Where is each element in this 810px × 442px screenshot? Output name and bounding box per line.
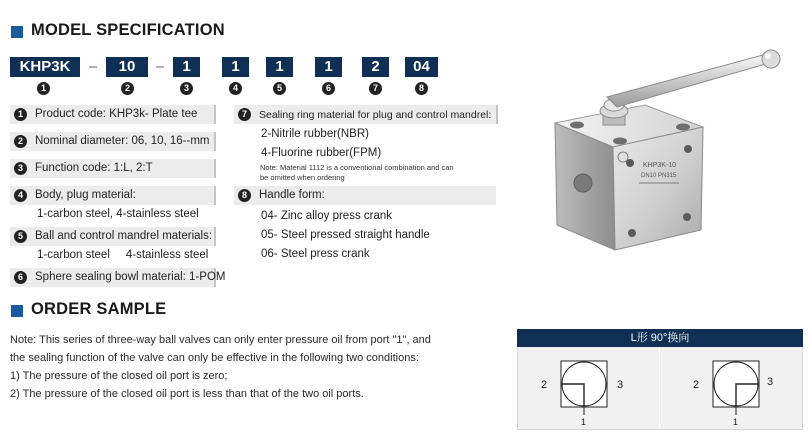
spec-number-3: 3 (14, 162, 27, 175)
code-separator (89, 66, 97, 68)
spec-label-body-material: Body, plug material: (35, 189, 136, 201)
valve-model-text: KHP3K-10 (643, 162, 677, 169)
code-number-4: 4 (229, 82, 242, 95)
left-port-1-label: 1 (581, 417, 587, 427)
seal-option-fpm: 4-Fluorine rubber(FPM) (261, 147, 382, 159)
order-note-line-4: 2) The pressure of the closed oil port is less than that of the two oil ports. (10, 388, 364, 400)
code-box-3: 1 (173, 57, 200, 77)
right-port-3-label: 3 (767, 376, 774, 388)
code-number-7: 7 (369, 82, 382, 95)
flow-diagram-symbols (517, 347, 801, 428)
seal-note-line-2: be omitted when ordering (260, 173, 345, 182)
right-port-1-label: 1 (733, 417, 739, 427)
spec-number-2: 2 (14, 135, 27, 148)
spec-label-nominal-diameter: Nominal diameter: 06, 10, 16--mm (35, 135, 210, 147)
spec-number-7: 7 (238, 108, 251, 121)
model-spec-title: MODEL SPECIFICATION (31, 21, 225, 39)
right-port-2-label: 2 (693, 379, 700, 391)
section-marker-icon (11, 26, 23, 38)
handle-option-04: 04- Zinc alloy press crank (261, 210, 393, 222)
code-separator (156, 66, 164, 68)
spec-label-sealing-ring: Sealing ring material for plug and control mandrel: (259, 109, 492, 121)
handle-option-05: 05- Steel pressed straight handle (261, 229, 430, 241)
spec-label-product-code: Product code: KHP3k- Plate tee (35, 108, 198, 120)
spec-number-1: 1 (14, 108, 27, 121)
code-box-5: 1 (266, 57, 293, 77)
left-port-2-label: 2 (541, 379, 548, 391)
code-box-6: 1 (315, 57, 342, 77)
code-number-2: 2 (121, 82, 134, 95)
spec-number-6: 6 (14, 271, 27, 284)
order-sample-title: ORDER SAMPLE (31, 300, 167, 318)
code-number-1: 1 (37, 82, 50, 95)
handle-option-06: 06- Steel press crank (261, 248, 370, 260)
order-note-line-2: the sealing function of the valve can only be effective in the following two conditions: (10, 352, 419, 364)
valve-rating-text: DN10 PN315 (641, 173, 677, 179)
spec-number-4: 4 (14, 189, 27, 202)
spec-value-body-material: 1-carbon steel, 4-stainless steel (37, 208, 199, 220)
code-box-7: 2 (362, 57, 389, 77)
order-note-line-3: 1) The pressure of the closed oil port is zero; (10, 370, 228, 382)
seal-note-line-1: Note: Material 1112 is a conventional combination and can (260, 163, 454, 172)
code-number-8: 8 (415, 82, 428, 95)
code-number-5: 5 (273, 82, 286, 95)
spec-label-ball-material: Ball and control mandrel materials: (35, 230, 213, 242)
spec-value-ball-material: 1-carbon steel 4-stainless steel (37, 249, 209, 261)
code-box-4: 1 (222, 57, 249, 77)
spec-number-8: 8 (238, 189, 251, 202)
spec-label-function-code: Function code: 1:L, 2:T (35, 162, 153, 174)
code-box-2: 10 (106, 57, 148, 77)
code-box-8: 04 (405, 57, 438, 77)
spec-label-sealing-bowl: Sphere sealing bowl material: 1-POM (35, 271, 226, 283)
seal-option-nbr: 2-Nitrile rubber(NBR) (261, 128, 369, 140)
code-number-3: 3 (180, 82, 193, 95)
spec-label-handle-form: Handle form: (259, 189, 325, 201)
order-note-line-1: Note: This series of three-way ball valves can only enter pressure oil from port "1", and (10, 334, 431, 346)
code-box-1: KHP3K (10, 57, 80, 77)
flow-diagram-header: L形 90°换向 (517, 329, 803, 347)
section-marker-icon (11, 305, 23, 317)
spec-number-5: 5 (14, 230, 27, 243)
l-port-symbol-left (541, 361, 623, 427)
ball-valve-illustration (535, 45, 805, 270)
left-port-3-label: 3 (617, 379, 624, 391)
code-number-6: 6 (322, 82, 335, 95)
l-port-symbol-right (693, 361, 773, 427)
